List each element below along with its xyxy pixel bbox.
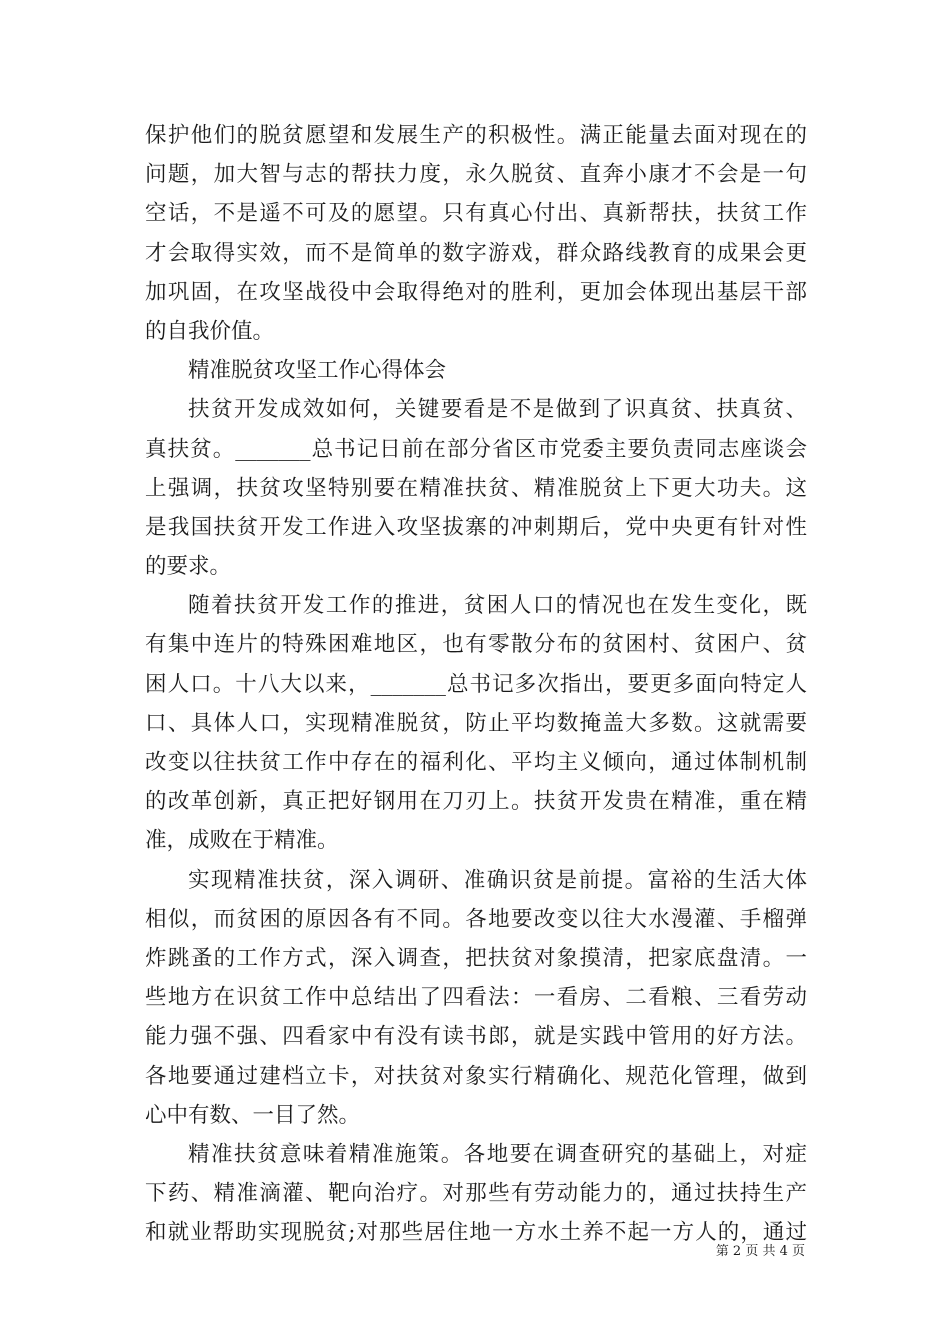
text-line: 心中有数、一目了然。	[145, 1102, 361, 1128]
text-line: 和就业帮助实现脱贫;对那些居住地一方水土养不起一方人的，通过	[145, 1220, 807, 1246]
text-line: 困人口。十八大以来，_______总书记多次指出，要更多面向特定人	[145, 671, 807, 697]
text-line: 加巩固，在攻坚战役中会取得绝对的胜利，更加会体现出基层干部	[145, 279, 807, 305]
text-line: 能力强不强、四看家中有没有读书郎，就是实践中管用的好方法。	[145, 1024, 807, 1050]
text-line: 有集中连片的特殊困难地区，也有零散分布的贫困村、贫困户、贫	[145, 632, 807, 658]
text-line: 空话，不是遥不可及的愿望。只有真心付出、真新帮扶，扶贫工作	[145, 201, 807, 227]
text-line: 口、具体人口，实现精准脱贫，防止平均数掩盖大多数。这就需要	[145, 710, 807, 736]
text-line: 是我国扶贫开发工作进入攻坚拔寨的冲刺期后，党中央更有针对性	[145, 514, 807, 540]
text-line: 上强调，扶贫攻坚特别要在精准扶贫、精准脱贫上下更大功夫。这	[145, 475, 807, 501]
text-line: 炸跳蚤的工作方式，深入调查，把扶贫对象摸清，把家底盘清。一	[145, 945, 807, 971]
text-line: 相似，而贫困的原因各有不同。各地要改变以往大水漫灌、手榴弹	[145, 906, 807, 932]
text-line: 真扶贫。_______总书记日前在部分省区市党委主要负责同志座谈会	[145, 436, 807, 462]
text-line: 改变以往扶贫工作中存在的福利化、平均主义倾向，通过体制机制	[145, 750, 807, 775]
text-line: 下药、精准滴灌、靶向治疗。对那些有劳动能力的，通过扶持生产	[145, 1181, 807, 1207]
text-line: 问题，加大智与志的帮扶力度，永久脱贫、直奔小康才不会是一句	[145, 162, 807, 188]
text-line: 准，成败在于精准。	[145, 828, 339, 854]
text-line: 的自我价值。	[145, 318, 275, 344]
text-line: 才会取得实效，而不是简单的数字游戏，群众路线教育的成果会更	[145, 240, 807, 266]
text-line: 的要求。	[145, 554, 232, 580]
text-line: 的改革创新，真正把好钢用在刀刃上。扶贫开发贵在精准，重在精	[145, 789, 807, 815]
text-line: 精准扶贫意味着精准施策。各地要在调查研究的基础上，对症	[188, 1141, 807, 1167]
section-heading: 精准脱贫攻坚工作心得体会	[188, 358, 447, 384]
text-line: 些地方在识贫工作中总结出了四看法：一看房、二看粮、三看劳动	[145, 985, 807, 1011]
page-number: 第 2 页 共 4 页	[715, 1244, 805, 1259]
text-line: 实现精准扶贫，深入调研、准确识贫是前提。富裕的生活大体	[188, 867, 807, 893]
text-line: 随着扶贫开发工作的推进，贫困人口的情况也在发生变化，既	[188, 593, 807, 619]
text-line: 扶贫开发成效如何，关键要看是不是做到了识真贫、扶真贫、	[188, 397, 807, 423]
text-line: 保护他们的脱贫愿望和发展生产的积极性。满正能量去面对现在的	[145, 123, 807, 148]
document-body	[145, 116, 807, 1252]
text-line: 各地要通过建档立卡，对扶贫对象实行精确化、规范化管理，做到	[145, 1063, 807, 1089]
